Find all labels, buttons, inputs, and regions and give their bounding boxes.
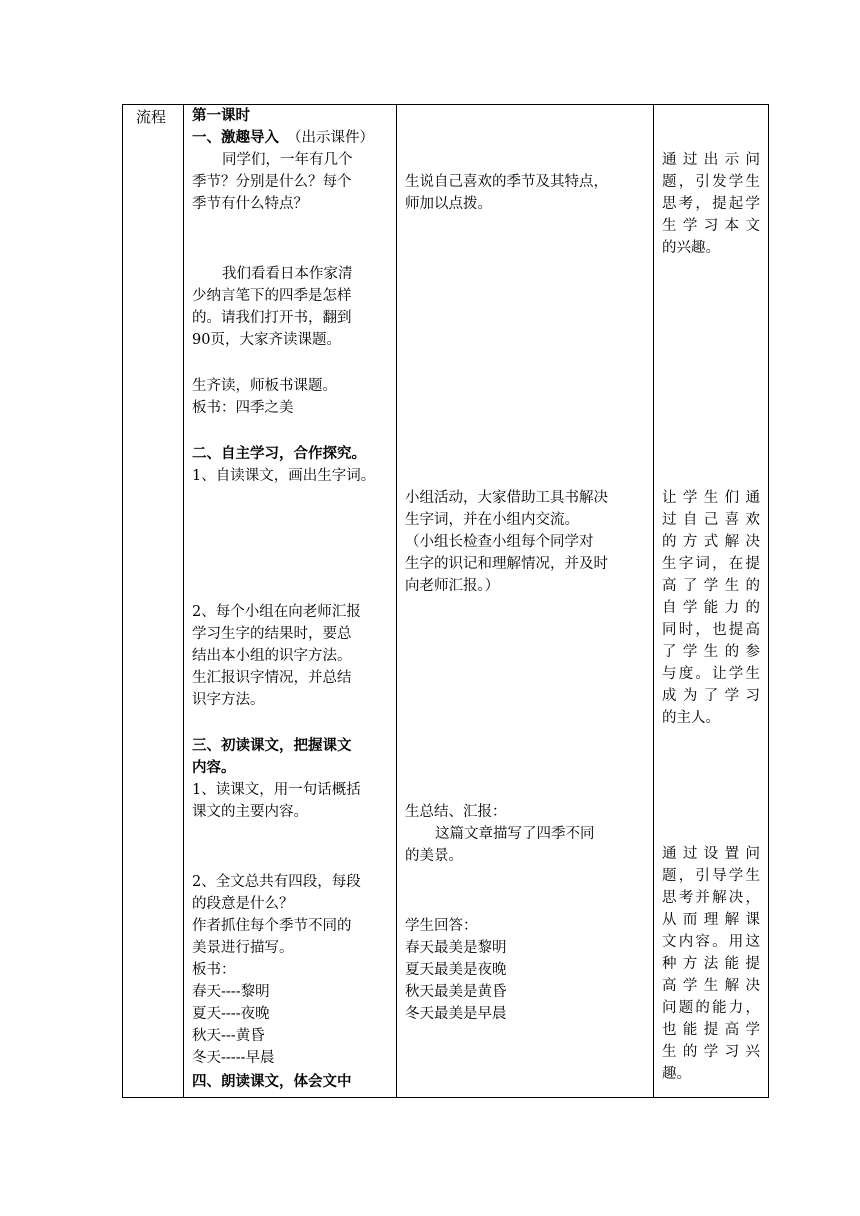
intent-line: 自学能力的 (662, 600, 760, 616)
intent-line: 成为了学习 (662, 688, 760, 704)
section-1-note: （出示课件） (287, 130, 374, 146)
intent-line: 题，引发学生 (662, 174, 760, 190)
text-line: 的段意是什么？ (192, 896, 294, 912)
text-line: 识字方法。 (192, 692, 265, 708)
text-line: 小组活动，大家借助工具书解决 (405, 490, 608, 506)
stage-column (123, 105, 184, 1098)
text-line: 1、读课文，用一句话概括 (192, 782, 361, 798)
text-line: 2、全文总共有四段，每段 (192, 874, 361, 890)
text-line: 生字词，并在小组内交流。 (405, 512, 579, 528)
text-line: 生齐读，师板书课题。 (192, 378, 337, 394)
intent-line: 高了学生的 (662, 578, 760, 594)
text-line: 2、每个小组在向老师汇报 (192, 604, 361, 620)
text-line: 板书：四季之美 (192, 400, 294, 416)
text-line: 同学们，一年有几个 (222, 152, 353, 168)
text-line: 少纳言笔下的四季是怎样 (192, 288, 352, 304)
board-label: 板书： (192, 962, 236, 978)
text-line: 生字的识记和理解情况，并及时 (405, 556, 608, 572)
text-line: 90页，大家齐读课题。 (192, 332, 341, 348)
board-item-summer: 夏天----夜晚 (192, 1006, 270, 1022)
intent-line: 的兴趣。 (662, 240, 720, 256)
intent-line: 生学习本文 (662, 218, 760, 234)
text-line: 的美景。 (405, 848, 463, 864)
text-line: 美景进行描写。 (192, 940, 294, 956)
intent-line: 问题的能力， (662, 1000, 760, 1016)
teacher-activity-column (184, 105, 397, 1098)
text-line: 这篇文章描写了四季不同 (435, 826, 595, 842)
intent-line: 生的学习兴 (662, 1044, 760, 1060)
text-line: 师加以点拨。 (405, 196, 492, 212)
text-line: （小组长检查小组每个同学对 (405, 534, 594, 550)
board-item-autumn: 秋天---黄昏 (192, 1028, 265, 1044)
text-line: 季节？分别是什么？每个 (192, 174, 352, 190)
text-line: 生说自己喜欢的季节及其特点， (405, 174, 608, 190)
stage-label: 流程 (136, 108, 167, 126)
student-activity-column (397, 105, 654, 1098)
text-line: 课文的主要内容。 (192, 804, 308, 820)
text-line: 向老师汇报。） (405, 578, 500, 594)
intent-line: 让学生们通 (662, 490, 760, 506)
text-line: 冬天最美是早晨 (405, 1006, 507, 1022)
intent-line: 思考，提起学 (662, 196, 760, 212)
section-3-title-cont: 内容。 (192, 759, 236, 776)
intent-line: 趣。 (662, 1066, 691, 1082)
text-line: 作者抓住每个季节不同的 (192, 918, 352, 934)
intent-line: 通过设置问 (662, 846, 760, 862)
board-item-spring: 春天----黎明 (192, 984, 270, 1000)
text-line: 学习生字的结果时，要总 (192, 626, 352, 642)
intent-line: 高学生解决 (662, 978, 760, 994)
intent-line: 思考并解决， (662, 890, 760, 906)
intent-line: 的主人。 (662, 710, 720, 726)
section-4-title: 四、朗读课文，体会文中 (192, 1073, 352, 1090)
intent-line: 也能提高学 (662, 1022, 760, 1038)
intent-line: 题，引导学生 (662, 868, 760, 884)
section-2-title: 二、自主学习，合作探究。 (192, 445, 366, 462)
intent-line: 通过出示问 (662, 152, 760, 168)
intent-line: 与度。让学生 (662, 666, 760, 682)
intent-line: 生字词，在提 (662, 556, 760, 572)
text-line: 夏天最美是夜晚 (405, 962, 507, 978)
section-1-title: 一、激趣导入 (192, 129, 279, 146)
text-line: 1、自读课文，画出生字词。 (192, 468, 376, 484)
intent-line: 种方法能提 (662, 956, 760, 972)
intent-line: 了学生的参 (662, 644, 760, 660)
text-line: 秋天最美是黄昏 (405, 984, 507, 1000)
lesson-heading: 第一课时 (192, 107, 250, 124)
text-line: 学生回答： (405, 918, 478, 934)
intent-line: 的方式解决 (662, 534, 760, 550)
text-line: 生汇报识字情况，并总结 (192, 670, 352, 686)
text-line: 我们看看日本作家清 (222, 266, 353, 282)
text-line: 生总结、汇报： (405, 804, 507, 820)
section-3-title: 三、初读课文，把握课文 (192, 737, 352, 754)
text-line: 季节有什么特点？ (192, 196, 308, 212)
intent-line: 文内容。用这 (662, 934, 760, 950)
design-intent-column (654, 105, 769, 1098)
text-line: 春天最美是黎明 (405, 940, 507, 956)
text-line: 结出本小组的识字方法。 (192, 648, 352, 664)
lesson-plan-table (122, 104, 769, 1098)
intent-line: 同时，也提高 (662, 622, 760, 638)
text-line: 的。请我们打开书，翻到 (192, 310, 352, 326)
board-item-winter: 冬天-----早晨 (192, 1050, 275, 1066)
intent-line: 过自己喜欢 (662, 512, 760, 528)
intent-line: 从而理解课 (662, 912, 760, 928)
